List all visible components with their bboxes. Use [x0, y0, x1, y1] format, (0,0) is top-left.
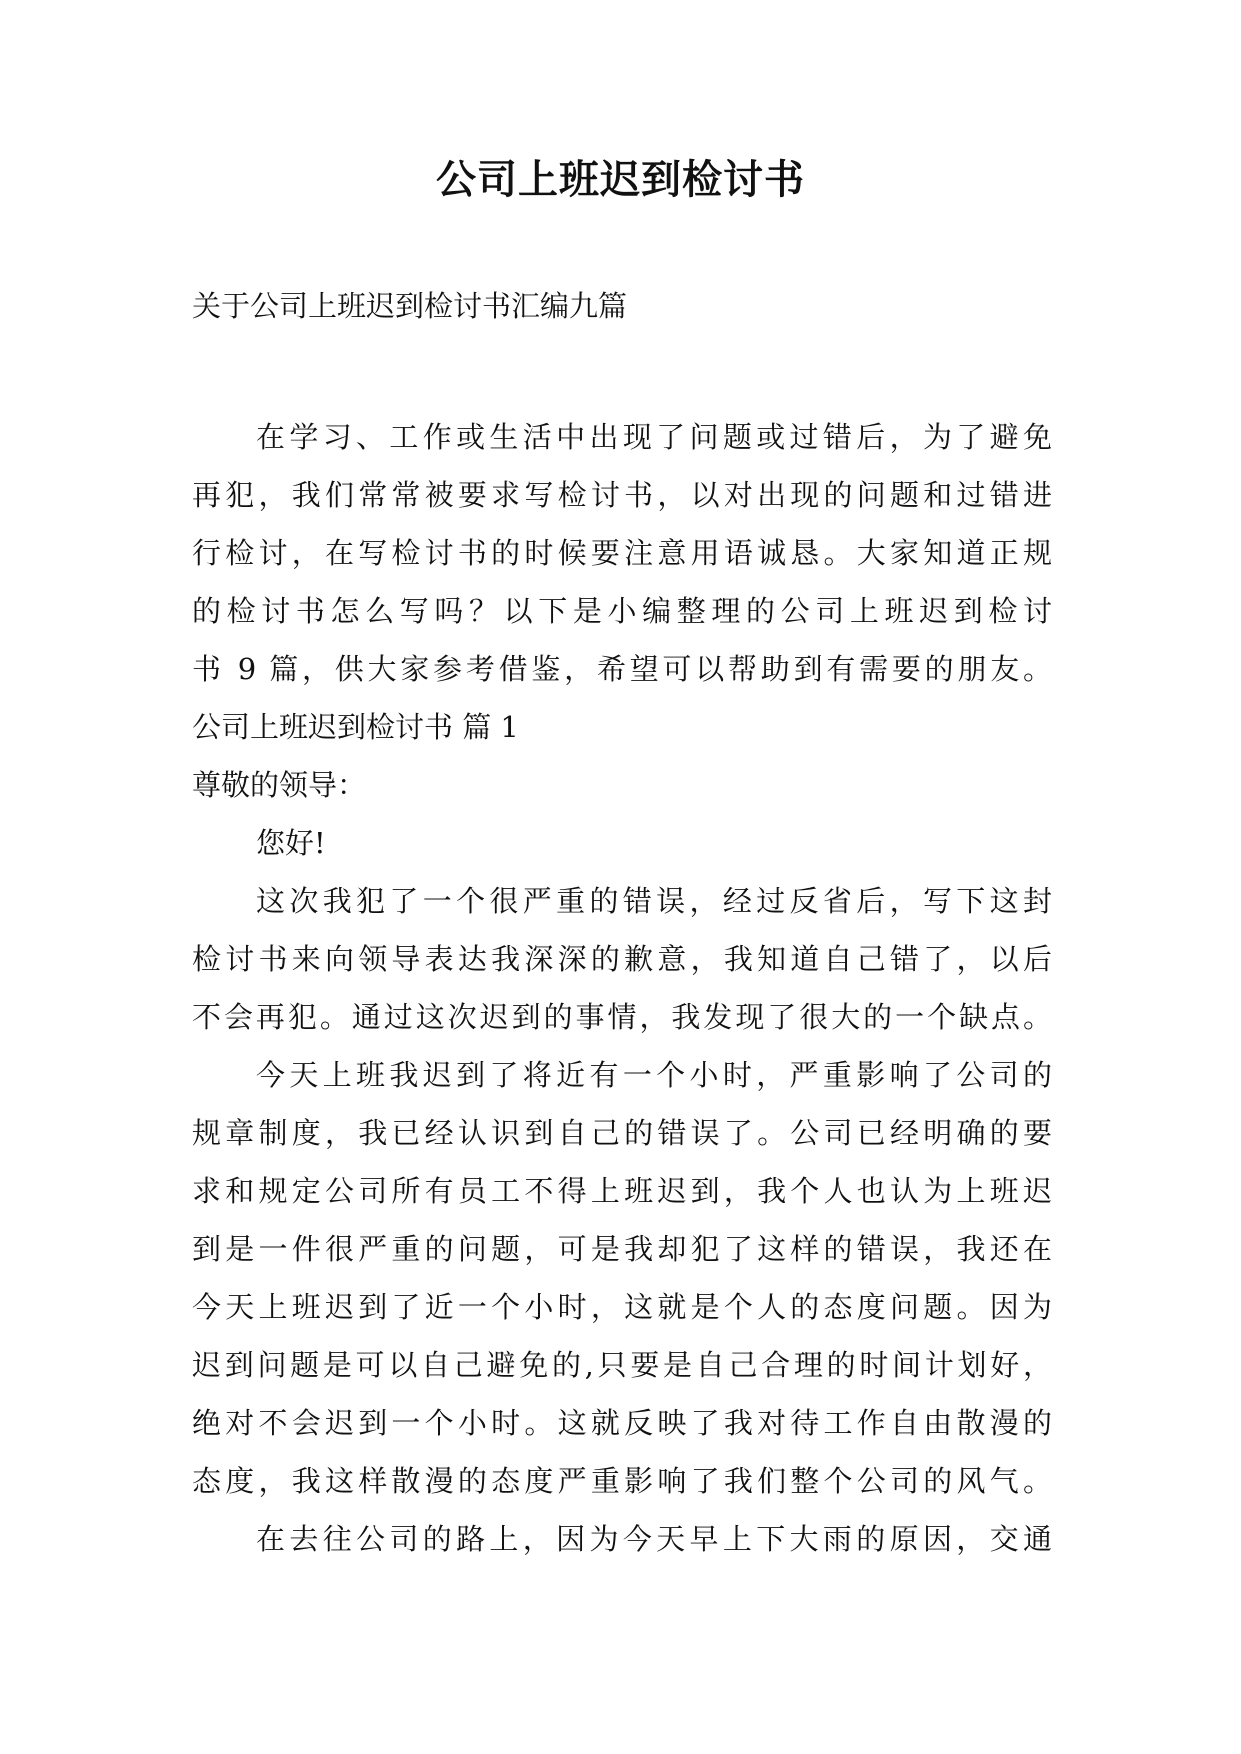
paragraph-line: 求和规定公司所有员工不得上班迟到，我个人也认为上班迟 [192, 1174, 1052, 1208]
salutation: 尊敬的领导： [192, 768, 367, 802]
paragraph-line: 到是一件很严重的问题，可是我却犯了这样的错误，我还在 [192, 1232, 1052, 1266]
paragraph-line: 规章制度，我已经认识到自己的错误了。公司已经明确的要 [192, 1116, 1052, 1150]
paragraph-line: 不会再犯。通过这次迟到的事情，我发现了很大的一个缺点。 [192, 1000, 1052, 1034]
document-body [192, 408, 1052, 1568]
paragraph-line: 迟到问题是可以自己避免的,只要是自己合理的时间计划好， [192, 1348, 1052, 1382]
paragraph-line: 绝对不会迟到一个小时。这就反映了我对待工作自由散漫的 [192, 1406, 1052, 1440]
paragraph-line: 再犯，我们常常被要求写检讨书，以对出现的问题和过错进 [192, 478, 1052, 512]
paragraph-line: 的检讨书怎么写吗？以下是小编整理的公司上班迟到检讨 [192, 594, 1052, 628]
greeting: 您好! [256, 826, 326, 860]
paragraph-line: 今天上班迟到了近一个小时，这就是个人的态度问题。因为 [192, 1290, 1052, 1324]
section-heading: 公司上班迟到检讨书 篇 1 [192, 710, 519, 744]
paragraph-line: 在去往公司的路上，因为今天早上下大雨的原因，交通 [256, 1522, 1052, 1556]
paragraph-line: 态度，我这样散漫的态度严重影响了我们整个公司的风气。 [192, 1464, 1052, 1498]
document-subtitle: 关于公司上班迟到检讨书汇编九篇 [192, 289, 628, 323]
paragraph-line: 行检讨，在写检讨书的时候要注意用语诚恳。大家知道正规 [192, 536, 1052, 570]
paragraph-line: 检讨书来向领导表达我深深的歉意，我知道自己错了，以后 [192, 942, 1052, 976]
paragraph-line: 这次我犯了一个很严重的错误，经过反省后，写下这封 [256, 884, 1052, 918]
paragraph-line: 在学习、工作或生活中出现了问题或过错后，为了避免 [256, 420, 1052, 454]
paragraph-line: 书 9 篇，供大家参考借鉴，希望可以帮助到有需要的朋友。 [192, 652, 1052, 686]
paragraph-line: 今天上班我迟到了将近有一个小时，严重影响了公司的 [256, 1058, 1052, 1092]
document-title: 公司上班迟到检讨书 [436, 156, 805, 203]
